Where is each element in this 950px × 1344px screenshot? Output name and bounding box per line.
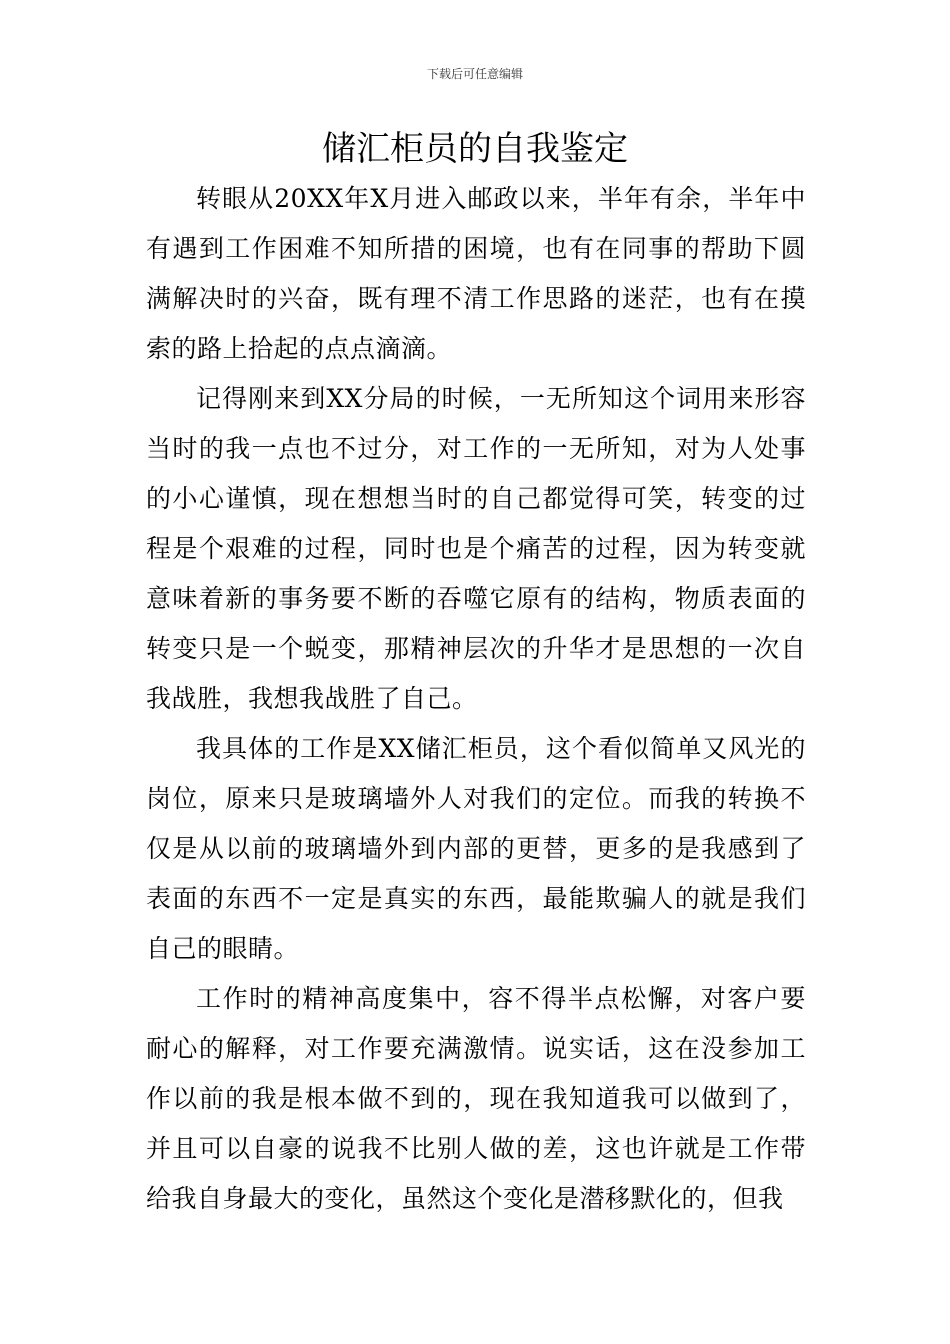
header-note: 下载后可任意编辑 [426, 67, 523, 81]
paragraph-4: 工作时的精神高度集中，容不得半点松懈，对客户要耐心的解释，对工作要充满激情。说实话，这在没参加工作以前的我是根本做不到的，现在我知道我可以做到了，并且可以自豪的说我不比别人做的差，这也许就是工作带给我自身最大的变化，虽然这个变化是潜移默化的，但我 [146, 984, 806, 1213]
document-body [146, 174, 806, 1224]
paragraph-1: 转眼从20XX年X月进入邮政以来，半年有余，半年中有遇到工作困难不知所措的困境，也有在同事的帮助下圆满解决时的兴奋，既有理不清工作思路的迷茫，也有在摸索的路上拾起的点点滴滴。 [146, 184, 806, 363]
paragraph-2: 记得刚来到XX分局的时候，一无所知这个词用来形容当时的我一点也不过分，对工作的一无所知，对为人处事的小心谨慎，现在想想当时的自己都觉得可笑，转变的过程是个艰难的过程，同时也是个痛苦的过程，因为转变就意味着新的事务要不断的吞噬它原有的结构，物质表面的转变只是一个蜕变，那精神层次的升华才是思想的一次自我战胜，我想我战胜了自己。 [146, 384, 806, 713]
document-title: 储汇柜员的自我鉴定 [322, 129, 628, 169]
paragraph-3: 我具体的工作是XX储汇柜员，这个看似简单又风光的岗位，原来只是玻璃墙外人对我们的定位。而我的转换不仅是从以前的玻璃墙外到内部的更替，更多的是我感到了表面的东西不一定是真实的东西，最能欺骗人的就是我们自己的眼睛。 [146, 734, 806, 963]
